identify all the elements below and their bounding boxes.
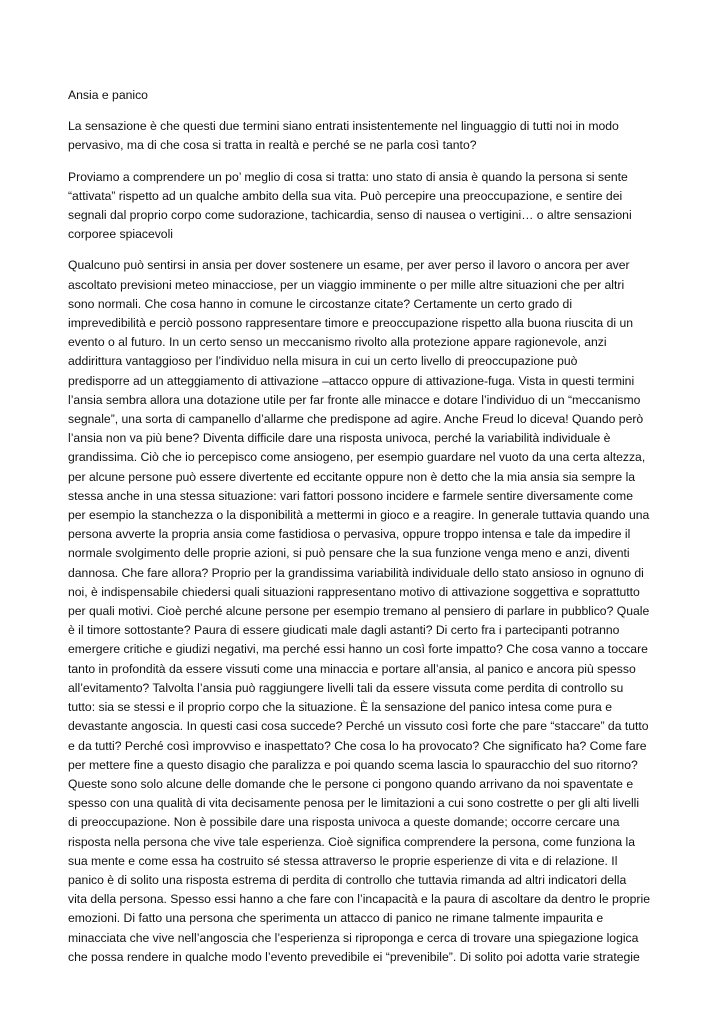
text-line: di preoccupazione. Non è possibile dare una risposta univoca a queste domande; occorre cercare una bbox=[68, 815, 620, 830]
text-line: pervasivo, ma di che cosa si tratta in realtà e perché se ne parla così tanto? bbox=[68, 138, 477, 153]
text-line: dannosa. Che fare allora? Proprio per la grandissima variabilità individuale dello stato ansioso in ognuno di bbox=[68, 565, 644, 580]
text-line: l’ansia non va più bene? Diventa difficile dare una risposta univoca, perché la variabilità individuale è bbox=[68, 431, 611, 446]
text-line: Proviamo a comprendere un po’ meglio di cosa si tratta: uno stato di ansia è quando la persona si sente bbox=[68, 169, 628, 184]
text-line: devastante angoscia. In questi casi cosa succede? Perché un vissuto così forte che pare “staccare” da tutto bbox=[68, 719, 649, 734]
text-line: grandissima. Ciò che io percepisco come ansiogeno, per esempio guardare nel vuoto da una certa altezza, bbox=[68, 450, 646, 465]
text-line: Qualcuno può sentirsi in ansia per dover sostenere un esame, per aver perso il lavoro o ancora per aver bbox=[68, 258, 630, 273]
paragraph bbox=[68, 117, 658, 155]
text-line: è il timore sottostante? Paura di essere giudicati male dagli astanti? Di certo fra i partecipanti potranno bbox=[68, 623, 620, 638]
document-title: Ansia e panico bbox=[68, 88, 148, 102]
text-line: panico è di solito una risposta estrema di perdita di controllo che tuttavia rimanda ad altri indicatori della bbox=[68, 872, 627, 887]
text-line: sono normali. Che cosa hanno in comune le circostanze citate? Certamente un certo grado di bbox=[68, 296, 573, 311]
text-line: persona avverte la propria ansia come fastidiosa o pervasiva, oppure troppo intensa e tale da impedire il bbox=[68, 527, 631, 542]
text-line: minacciata che vive nell’angoscia che l’esperienza si riproponga e cerca di trovare una spiegazione logica bbox=[68, 930, 639, 945]
text-line: per mettere fine a questo disagio che paralizza e poi quando scema lascia lo spauracchio del suo ritorno? bbox=[68, 757, 638, 772]
text-line: predisporre ad un atteggiamento di attivazione –attacco oppure di attivazione-fuga. Vista in questi termini bbox=[68, 373, 635, 388]
text-line: tanto in profondità da essere vissuti come una minaccia e portare all’ansia, al panico e ancora più spesso bbox=[68, 661, 636, 676]
text-line: vita della persona. Spesso essi hanno a che fare con l’incapacità e la paura di ascoltare da dentro le proprie bbox=[68, 892, 650, 907]
text-line: normale svolgimento delle proprie azioni, si può pensare che la sua funzione venga meno e anzi, diventi bbox=[68, 546, 630, 561]
text-line: per alcune persone può essere divertente ed eccitante oppure non è detto che la mia ansia sia sempre la bbox=[68, 469, 636, 484]
text-line: La sensazione è che questi due termini siano entrati insistentemente nel linguaggio di tutti noi in modo bbox=[68, 119, 619, 134]
text-line: emozioni. Di fatto una persona che sperimenta un attacco di panico ne rimane talmente impaurita e bbox=[68, 911, 604, 926]
text-line: tutto: sia se stessi e il proprio corpo che la situazione. È la sensazione del panico intesa come pura e bbox=[68, 700, 613, 715]
text-line: addirittura vantaggioso per l’individuo nella misura in cui un certo livello di preoccupazione può bbox=[68, 354, 578, 369]
text-line: imprevedibilità e perciò possono rappresentare timore e preoccupazione rispetto alla buona riuscita di un bbox=[68, 316, 634, 331]
text-line: all’evitamento? Talvolta l’ansia può raggiungere livelli tali da essere vissuta come perdita di controllo su bbox=[68, 680, 624, 695]
text-line: corporee spiacevoli bbox=[68, 227, 174, 242]
text-line: l’ansia sembra allora una dotazione utile per far fronte alle minacce e dotare l’individuo di un “meccanismo bbox=[68, 392, 641, 407]
text-line: “attivata” rispetto ad un qualche ambito della sua vita. Può percepire una preoccupazione, e sentire dei bbox=[68, 188, 623, 203]
document-body bbox=[68, 117, 658, 967]
text-line: sua mente e come essa ha costruito sé stessa attraverso le proprie esperienze di vita e di relazione. Il bbox=[68, 853, 618, 868]
document-page bbox=[68, 86, 658, 979]
text-line: segnali dal proprio corpo come sudorazione, tachicardia, senso di nausea o vertigini… o altre sensazioni bbox=[68, 208, 632, 223]
paragraph bbox=[68, 256, 658, 967]
text-line: per esempio la stanchezza o la disponibilità a mettermi in gioco e a reagire. In generale tuttavia quando una bbox=[68, 508, 650, 523]
text-line: noi, è indispensabile chiedersi quali situazioni rappresentano motivo di attivazione soggettiva e soprattutto bbox=[68, 584, 640, 599]
text-line: stessa anche in una stessa situazione: vari fattori possono incidere e farmele sentire diversamente come bbox=[68, 488, 633, 503]
text-line: risposta nella persona che vive tale esperienza. Cioè significa comprendere la persona, come funziona la bbox=[68, 834, 636, 849]
text-line: Queste sono solo alcune delle domande che le persone ci pongono quando arrivano da noi spaventate e bbox=[68, 776, 634, 791]
text-line: che possa rendere in qualche modo l’evento prevedibile ei “prevenibile”. Di solito poi adotta varie strategie bbox=[68, 949, 640, 964]
text-line: ascoltato previsioni meteo minacciose, per un viaggio imminente o per mille altre situazioni che per altri bbox=[68, 277, 625, 292]
text-line: per quali motivi. Cioè perché alcune persone per esempio tremano al pensiero di parlare in pubblico? Quale bbox=[68, 604, 650, 619]
text-line: e da tutti? Perché così improvviso e inaspettato? Che cosa lo ha provocato? Che significato ha? Come fare bbox=[68, 738, 647, 753]
text-line: segnale”, una sorta di campanello d’allarme che predispone ad agire. Anche Freud lo diceva! Quando però bbox=[68, 412, 644, 427]
text-line: evento o al futuro. In un certo senso un meccanismo rivolto alla protezione appare ragionevole, anzi bbox=[68, 335, 607, 350]
text-line: emergere critiche e giudizi negativi, ma perché essi hanno un così forte impatto? Che cosa vanno a toccare bbox=[68, 642, 648, 657]
paragraph bbox=[68, 168, 658, 245]
text-line: spesso con una qualità di vita decisamente penosa per le limitazioni a cui sono costrette o per gli alti livelli bbox=[68, 796, 640, 811]
